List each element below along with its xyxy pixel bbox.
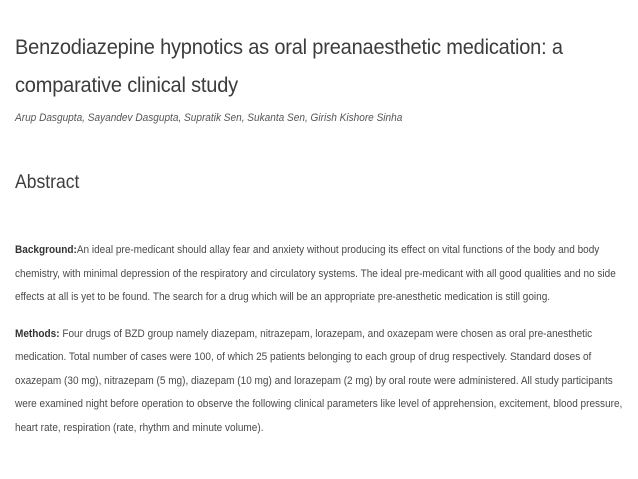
- background-text: An ideal pre-medicant should allay fear and anxiety without producing its effect on vital functions of the body and body chemistry, with minimal depression of the respiratory and circulatory systems. The ideal pre-medicant with all good qualities and no side effects at all is yet to be found. The search for a drug which will be an appropriate pre-anesthetic medication is still going.: [15, 244, 616, 303]
- methods-label: Methods:: [15, 327, 60, 340]
- methods-text: Four drugs of BZD group namely diazepam, nitrazepam, lorazepam, and oxazepam were chosen as oral pre-anesthetic medication. Total number of cases were 100, of which 25 patients belonging to each group of drug respectively. Standard doses of oxazepam (30 mg), nitrazepam (5 mg), diazepam (10 mg) and lorazepam (2 mg) by oral route were administered. All study participants were examined night before operation to observe the following clinical parameters like level of apprehension, excitement, blood pressure, heart rate, respiration (rate, rhythm and minute volume).: [15, 327, 623, 434]
- background-paragraph: [15, 239, 631, 310]
- author-list: Arup Dasgupta, Sayandev Dasgupta, Supratik Sen, Sukanta Sen, Girish Kishore Sinha: [15, 112, 403, 124]
- article: [15, 28, 625, 440]
- background-label: Background:: [15, 244, 77, 256]
- abstract-heading: Abstract: [15, 171, 80, 193]
- methods-paragraph: [15, 323, 631, 441]
- article-title: Benzodiazepine hypnotics as oral preanaesthetic medication: a comparative clinical study: [15, 35, 563, 97]
